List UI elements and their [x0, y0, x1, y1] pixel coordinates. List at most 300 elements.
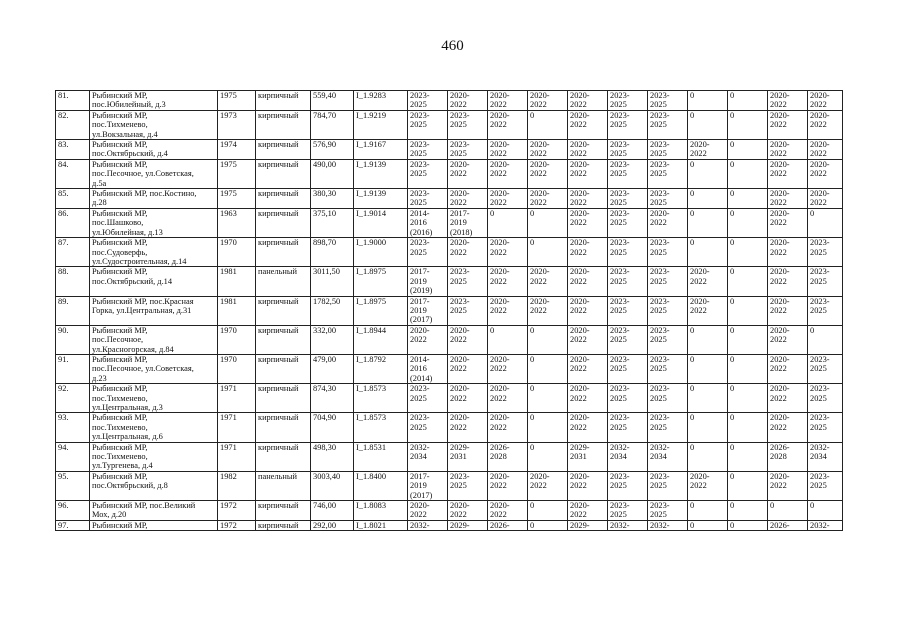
- cell-area: 490,00: [311, 159, 354, 188]
- cell-period-3: 0: [488, 325, 528, 354]
- cell-period-5: 2029-: [568, 520, 608, 530]
- cell-condition-index: I_1.8021: [354, 520, 408, 530]
- cell-period-11: 2020- 2022: [808, 110, 843, 139]
- cell-period-6: 2023- 2025: [608, 296, 648, 325]
- cell-build-year: 1970: [218, 238, 256, 267]
- cell-row-number: 88.: [56, 267, 90, 296]
- cell-period-10: 2020- 2022: [768, 91, 808, 111]
- cell-period-8: 0: [688, 384, 728, 413]
- cell-row-number: 86.: [56, 208, 90, 237]
- cell-period-10: 2020- 2022: [768, 208, 808, 237]
- cell-period-7: 2032-: [648, 520, 688, 530]
- cell-period-7: 2023- 2025: [648, 471, 688, 500]
- table-row: [56, 354, 843, 383]
- cell-period-3: 2020- 2022: [488, 140, 528, 160]
- cell-period-2: 2020- 2022: [448, 413, 488, 442]
- cell-address: Рыбинский МР, пос.Песочное, ул.Красногорская, д.84: [90, 325, 218, 354]
- cell-period-7: 2023- 2025: [648, 159, 688, 188]
- cell-period-8: 2020- 2022: [688, 267, 728, 296]
- cell-period-4: 0: [528, 413, 568, 442]
- cell-period-8: 0: [688, 325, 728, 354]
- cell-period-4: 0: [528, 384, 568, 413]
- cell-period-4: 2020- 2022: [528, 296, 568, 325]
- table-row: [56, 501, 843, 521]
- cell-period-8: 0: [688, 442, 728, 471]
- table-row: [56, 140, 843, 160]
- cell-period-1: 2023- 2025: [408, 110, 448, 139]
- cell-period-8: 2020- 2022: [688, 296, 728, 325]
- cell-row-number: 90.: [56, 325, 90, 354]
- cell-period-5: 2029- 2031: [568, 442, 608, 471]
- cell-row-number: 84.: [56, 159, 90, 188]
- cell-period-1: 2023- 2025: [408, 384, 448, 413]
- cell-period-10: 2020- 2022: [768, 471, 808, 500]
- cell-address: Рыбинский МР, пос.Тихменево, ул.Вокзальная, д.4: [90, 110, 218, 139]
- cell-period-4: 2020- 2022: [528, 189, 568, 209]
- cell-condition-index: I_1.8083: [354, 501, 408, 521]
- cell-period-2: 2023- 2025: [448, 110, 488, 139]
- cell-build-year: 1973: [218, 110, 256, 139]
- cell-period-11: 2032- 2034: [808, 442, 843, 471]
- cell-build-year: 1963: [218, 208, 256, 237]
- cell-area: 1782,50: [311, 296, 354, 325]
- cell-wall-material: кирпичный: [256, 501, 311, 521]
- cell-area: 375,10: [311, 208, 354, 237]
- cell-condition-index: I_1.8573: [354, 413, 408, 442]
- cell-area: 576,90: [311, 140, 354, 160]
- cell-period-4: 0: [528, 442, 568, 471]
- cell-period-10: 0: [768, 501, 808, 521]
- cell-period-6: 2023- 2025: [608, 208, 648, 237]
- cell-period-8: 0: [688, 208, 728, 237]
- cell-build-year: 1972: [218, 501, 256, 521]
- cell-area: 784,70: [311, 110, 354, 139]
- cell-period-10: 2020- 2022: [768, 354, 808, 383]
- cell-period-6: 2023- 2025: [608, 471, 648, 500]
- cell-wall-material: кирпичный: [256, 354, 311, 383]
- cell-condition-index: I_1.9014: [354, 208, 408, 237]
- cell-period-11: 0: [808, 325, 843, 354]
- housing-table: [55, 90, 843, 531]
- table-row: [56, 442, 843, 471]
- cell-period-2: 2020- 2022: [448, 189, 488, 209]
- cell-address: Рыбинский МР, пос.Судоверфь, ул.Судостроительная, д.14: [90, 238, 218, 267]
- cell-period-8: 0: [688, 110, 728, 139]
- cell-build-year: 1970: [218, 354, 256, 383]
- table-row: [56, 159, 843, 188]
- cell-period-7: 2023- 2025: [648, 189, 688, 209]
- cell-address: Рыбинский МР, пос.Тихменево, ул.Тургенева, д.4: [90, 442, 218, 471]
- cell-period-11: 2023- 2025: [808, 354, 843, 383]
- cell-period-10: 2020- 2022: [768, 384, 808, 413]
- cell-period-6: 2023- 2025: [608, 325, 648, 354]
- cell-period-6: 2023- 2025: [608, 189, 648, 209]
- cell-period-6: 2023- 2025: [608, 384, 648, 413]
- cell-build-year: 1975: [218, 91, 256, 111]
- cell-condition-index: I_1.9283: [354, 91, 408, 111]
- cell-area: 559,40: [311, 91, 354, 111]
- cell-period-5: 2020- 2022: [568, 91, 608, 111]
- cell-period-7: 2023- 2025: [648, 384, 688, 413]
- cell-period-8: 0: [688, 413, 728, 442]
- cell-area: 292,00: [311, 520, 354, 530]
- cell-period-3: 2026- 2028: [488, 442, 528, 471]
- cell-period-6: 2023- 2025: [608, 110, 648, 139]
- cell-period-6: 2032- 2034: [608, 442, 648, 471]
- cell-address: Рыбинский МР, пос.Октябрьский, д.4: [90, 140, 218, 160]
- cell-period-11: 0: [808, 208, 843, 237]
- cell-build-year: 1981: [218, 267, 256, 296]
- cell-period-1: 2014- 2016 (2016): [408, 208, 448, 237]
- cell-period-1: 2023- 2025: [408, 413, 448, 442]
- cell-period-2: 2023- 2025: [448, 296, 488, 325]
- cell-period-10: 2020- 2022: [768, 110, 808, 139]
- cell-period-8: 0: [688, 238, 728, 267]
- cell-period-4: 2020- 2022: [528, 267, 568, 296]
- cell-wall-material: кирпичный: [256, 442, 311, 471]
- cell-period-10: 2020- 2022: [768, 325, 808, 354]
- cell-period-2: 2020- 2022: [448, 159, 488, 188]
- cell-period-9: 0: [728, 296, 768, 325]
- cell-period-1: 2023- 2025: [408, 159, 448, 188]
- cell-period-7: 2020- 2022: [648, 208, 688, 237]
- cell-area: 898,70: [311, 238, 354, 267]
- cell-area: 874,30: [311, 384, 354, 413]
- cell-period-6: 2023- 2025: [608, 159, 648, 188]
- cell-period-8: 0: [688, 520, 728, 530]
- cell-period-11: 2020- 2022: [808, 91, 843, 111]
- cell-period-5: 2020- 2022: [568, 384, 608, 413]
- cell-wall-material: кирпичный: [256, 413, 311, 442]
- cell-row-number: 97.: [56, 520, 90, 530]
- cell-period-9: 0: [728, 159, 768, 188]
- cell-period-5: 2020- 2022: [568, 110, 608, 139]
- cell-period-2: 2020- 2022: [448, 238, 488, 267]
- cell-period-9: 0: [728, 354, 768, 383]
- cell-period-1: 2017- 2019 (2017): [408, 471, 448, 500]
- table-row: [56, 238, 843, 267]
- cell-period-4: 0: [528, 110, 568, 139]
- cell-period-5: 2020- 2022: [568, 159, 608, 188]
- cell-wall-material: кирпичный: [256, 325, 311, 354]
- cell-period-5: 2020- 2022: [568, 296, 608, 325]
- cell-period-3: 2020- 2022: [488, 501, 528, 521]
- cell-condition-index: I_1.8792: [354, 354, 408, 383]
- cell-condition-index: I_1.9139: [354, 159, 408, 188]
- cell-period-4: 0: [528, 325, 568, 354]
- cell-period-1: 2023- 2025: [408, 91, 448, 111]
- cell-build-year: 1982: [218, 471, 256, 500]
- cell-period-7: 2032- 2034: [648, 442, 688, 471]
- cell-period-7: 2023- 2025: [648, 238, 688, 267]
- cell-wall-material: кирпичный: [256, 238, 311, 267]
- cell-period-7: 2023- 2025: [648, 354, 688, 383]
- cell-area: 479,00: [311, 354, 354, 383]
- cell-condition-index: I_1.8531: [354, 442, 408, 471]
- cell-wall-material: панельный: [256, 267, 311, 296]
- cell-period-3: 2020- 2022: [488, 238, 528, 267]
- cell-period-7: 2023- 2025: [648, 91, 688, 111]
- cell-period-9: 0: [728, 520, 768, 530]
- cell-period-3: 0: [488, 208, 528, 237]
- cell-period-10: 2026-: [768, 520, 808, 530]
- cell-row-number: 85.: [56, 189, 90, 209]
- cell-period-6: 2023- 2025: [608, 140, 648, 160]
- cell-area: 380,30: [311, 189, 354, 209]
- cell-period-11: 2023- 2025: [808, 296, 843, 325]
- cell-period-2: 2020- 2022: [448, 384, 488, 413]
- cell-period-3: 2020- 2022: [488, 354, 528, 383]
- cell-period-4: 0: [528, 354, 568, 383]
- cell-wall-material: кирпичный: [256, 140, 311, 160]
- cell-period-5: 2020- 2022: [568, 325, 608, 354]
- cell-period-9: 0: [728, 208, 768, 237]
- cell-period-9: 0: [728, 110, 768, 139]
- cell-period-1: 2020- 2022: [408, 325, 448, 354]
- cell-period-2: 2020- 2022: [448, 91, 488, 111]
- cell-period-5: 2020- 2022: [568, 471, 608, 500]
- cell-wall-material: кирпичный: [256, 159, 311, 188]
- cell-period-3: 2020- 2022: [488, 384, 528, 413]
- cell-period-6: 2023- 2025: [608, 267, 648, 296]
- cell-period-1: 2023- 2025: [408, 238, 448, 267]
- cell-condition-index: I_1.9219: [354, 110, 408, 139]
- cell-period-3: 2020- 2022: [488, 413, 528, 442]
- cell-period-9: 0: [728, 471, 768, 500]
- cell-period-11: 2032-: [808, 520, 843, 530]
- cell-row-number: 93.: [56, 413, 90, 442]
- cell-period-10: 2020- 2022: [768, 238, 808, 267]
- cell-period-2: 2023- 2025: [448, 471, 488, 500]
- cell-area: 3003,40: [311, 471, 354, 500]
- cell-period-3: 2020- 2022: [488, 110, 528, 139]
- table-row: [56, 325, 843, 354]
- cell-build-year: 1981: [218, 296, 256, 325]
- cell-period-10: 2020- 2022: [768, 159, 808, 188]
- cell-row-number: 95.: [56, 471, 90, 500]
- cell-period-5: 2020- 2022: [568, 238, 608, 267]
- cell-period-10: 2020- 2022: [768, 140, 808, 160]
- cell-period-9: 0: [728, 189, 768, 209]
- cell-period-3: 2020- 2022: [488, 189, 528, 209]
- cell-period-9: 0: [728, 413, 768, 442]
- cell-build-year: 1974: [218, 140, 256, 160]
- cell-period-6: 2023- 2025: [608, 91, 648, 111]
- cell-row-number: 83.: [56, 140, 90, 160]
- cell-period-5: 2020- 2022: [568, 140, 608, 160]
- cell-period-9: 0: [728, 325, 768, 354]
- cell-condition-index: I_1.9000: [354, 238, 408, 267]
- cell-period-4: 0: [528, 520, 568, 530]
- cell-period-10: 2020- 2022: [768, 189, 808, 209]
- cell-period-11: 2020- 2022: [808, 189, 843, 209]
- cell-period-1: 2017- 2019 (2019): [408, 267, 448, 296]
- page-number: 460: [441, 38, 464, 54]
- cell-period-6: 2023- 2025: [608, 354, 648, 383]
- cell-condition-index: I_1.8944: [354, 325, 408, 354]
- cell-period-1: 2023- 2025: [408, 140, 448, 160]
- cell-address: Рыбинский МР, пос.Шашково, ул.Юбилейная, д.13: [90, 208, 218, 237]
- cell-period-5: 2020- 2022: [568, 267, 608, 296]
- cell-wall-material: кирпичный: [256, 91, 311, 111]
- cell-period-10: 2026- 2028: [768, 442, 808, 471]
- cell-period-4: 2020- 2022: [528, 159, 568, 188]
- cell-row-number: 92.: [56, 384, 90, 413]
- cell-condition-index: I_1.8400: [354, 471, 408, 500]
- table-row: [56, 208, 843, 237]
- cell-condition-index: I_1.9167: [354, 140, 408, 160]
- cell-period-4: 2020- 2022: [528, 140, 568, 160]
- cell-period-11: 2023- 2025: [808, 267, 843, 296]
- cell-period-2: 2020- 2022: [448, 354, 488, 383]
- cell-period-8: 2020- 2022: [688, 140, 728, 160]
- cell-period-9: 0: [728, 501, 768, 521]
- cell-period-11: 2023- 2025: [808, 238, 843, 267]
- cell-period-8: 0: [688, 354, 728, 383]
- cell-period-2: 2020- 2022: [448, 325, 488, 354]
- cell-period-7: 2023- 2025: [648, 413, 688, 442]
- table-row: [56, 296, 843, 325]
- cell-address: Рыбинский МР, пос.Песочное, ул.Советская, д.5а: [90, 159, 218, 188]
- cell-period-2: 2017- 2019 (2018): [448, 208, 488, 237]
- table-row: [56, 91, 843, 111]
- cell-period-8: 0: [688, 159, 728, 188]
- cell-period-6: 2032-: [608, 520, 648, 530]
- cell-wall-material: панельный: [256, 471, 311, 500]
- cell-row-number: 81.: [56, 91, 90, 111]
- cell-period-8: 0: [688, 501, 728, 521]
- cell-row-number: 91.: [56, 354, 90, 383]
- cell-period-11: 2020- 2022: [808, 140, 843, 160]
- cell-area: 498,30: [311, 442, 354, 471]
- table-row: [56, 520, 843, 530]
- cell-period-4: 0: [528, 208, 568, 237]
- cell-period-11: 0: [808, 501, 843, 521]
- cell-row-number: 87.: [56, 238, 90, 267]
- cell-address: Рыбинский МР, пос.Юбилейный, д.3: [90, 91, 218, 111]
- cell-period-11: 2023- 2025: [808, 471, 843, 500]
- cell-build-year: 1975: [218, 159, 256, 188]
- table-row: [56, 471, 843, 500]
- cell-wall-material: кирпичный: [256, 296, 311, 325]
- cell-row-number: 94.: [56, 442, 90, 471]
- cell-period-1: 2032- 2034: [408, 442, 448, 471]
- cell-address: Рыбинский МР, пос.Костино, д.28: [90, 189, 218, 209]
- cell-period-5: 2020- 2022: [568, 501, 608, 521]
- cell-period-3: 2020- 2022: [488, 296, 528, 325]
- cell-condition-index: I_1.8975: [354, 267, 408, 296]
- cell-address: Рыбинский МР, пос.Песочное, ул.Советская, д.23: [90, 354, 218, 383]
- cell-period-6: 2023- 2025: [608, 413, 648, 442]
- cell-period-9: 0: [728, 238, 768, 267]
- cell-period-2: 2029-: [448, 520, 488, 530]
- cell-period-2: 2023- 2025: [448, 267, 488, 296]
- cell-period-7: 2023- 2025: [648, 501, 688, 521]
- cell-period-7: 2023- 2025: [648, 325, 688, 354]
- cell-address: Рыбинский МР, пос.Октябрьский, д.14: [90, 267, 218, 296]
- cell-condition-index: I_1.9139: [354, 189, 408, 209]
- cell-address: Рыбинский МР, пос.Тихменево, ул.Центральная, д.6: [90, 413, 218, 442]
- cell-wall-material: кирпичный: [256, 110, 311, 139]
- cell-period-6: 2023- 2025: [608, 501, 648, 521]
- cell-wall-material: кирпичный: [256, 208, 311, 237]
- cell-period-5: 2020- 2022: [568, 208, 608, 237]
- cell-period-5: 2020- 2022: [568, 354, 608, 383]
- cell-period-2: 2023- 2025: [448, 140, 488, 160]
- cell-wall-material: кирпичный: [256, 384, 311, 413]
- cell-area: 746,00: [311, 501, 354, 521]
- table-row: [56, 413, 843, 442]
- table-row: [56, 267, 843, 296]
- cell-address: Рыбинский МР, пос.Тихменево, ул.Центральная, д.3: [90, 384, 218, 413]
- cell-period-7: 2023- 2025: [648, 140, 688, 160]
- cell-build-year: 1971: [218, 384, 256, 413]
- cell-period-2: 2020- 2022: [448, 501, 488, 521]
- cell-row-number: 89.: [56, 296, 90, 325]
- cell-period-3: 2026-: [488, 520, 528, 530]
- cell-period-5: 2020- 2022: [568, 189, 608, 209]
- cell-period-9: 0: [728, 91, 768, 111]
- cell-build-year: 1972: [218, 520, 256, 530]
- cell-period-10: 2020- 2022: [768, 413, 808, 442]
- cell-period-7: 2023- 2025: [648, 296, 688, 325]
- cell-address: Рыбинский МР,: [90, 520, 218, 530]
- cell-period-1: 2017- 2019 (2017): [408, 296, 448, 325]
- cell-period-1: 2023- 2025: [408, 189, 448, 209]
- cell-period-4: 2020- 2022: [528, 471, 568, 500]
- cell-address: Рыбинский МР, пос.Великий Мох, д.20: [90, 501, 218, 521]
- cell-period-10: 2020- 2022: [768, 267, 808, 296]
- cell-period-4: 0: [528, 501, 568, 521]
- cell-build-year: 1971: [218, 413, 256, 442]
- cell-period-5: 2020- 2022: [568, 413, 608, 442]
- cell-period-1: 2014- 2016 (2014): [408, 354, 448, 383]
- cell-build-year: 1975: [218, 189, 256, 209]
- cell-period-10: 2020- 2022: [768, 296, 808, 325]
- cell-area: 3011,50: [311, 267, 354, 296]
- cell-period-9: 0: [728, 384, 768, 413]
- cell-period-11: 2023- 2025: [808, 384, 843, 413]
- cell-period-8: 2020- 2022: [688, 471, 728, 500]
- cell-address: Рыбинский МР, пос.Октябрьский, д.8: [90, 471, 218, 500]
- cell-period-9: 0: [728, 442, 768, 471]
- cell-period-7: 2023- 2025: [648, 267, 688, 296]
- cell-period-9: 0: [728, 267, 768, 296]
- cell-wall-material: кирпичный: [256, 189, 311, 209]
- cell-condition-index: I_1.8573: [354, 384, 408, 413]
- cell-period-11: 2020- 2022: [808, 159, 843, 188]
- cell-period-2: 2029- 2031: [448, 442, 488, 471]
- cell-period-3: 2020- 2022: [488, 91, 528, 111]
- cell-period-11: 2023- 2025: [808, 413, 843, 442]
- table-row: [56, 384, 843, 413]
- cell-row-number: 82.: [56, 110, 90, 139]
- cell-condition-index: I_1.8975: [354, 296, 408, 325]
- cell-build-year: 1971: [218, 442, 256, 471]
- cell-period-7: 2023- 2025: [648, 110, 688, 139]
- cell-period-3: 2020- 2022: [488, 471, 528, 500]
- cell-period-4: 0: [528, 238, 568, 267]
- cell-period-1: 2032-: [408, 520, 448, 530]
- cell-build-year: 1970: [218, 325, 256, 354]
- cell-row-number: 96.: [56, 501, 90, 521]
- cell-period-9: 0: [728, 140, 768, 160]
- cell-period-1: 2020- 2022: [408, 501, 448, 521]
- cell-period-3: 2020- 2022: [488, 267, 528, 296]
- cell-area: 704,90: [311, 413, 354, 442]
- cell-period-3: 2020- 2022: [488, 159, 528, 188]
- cell-period-4: 2020- 2022: [528, 91, 568, 111]
